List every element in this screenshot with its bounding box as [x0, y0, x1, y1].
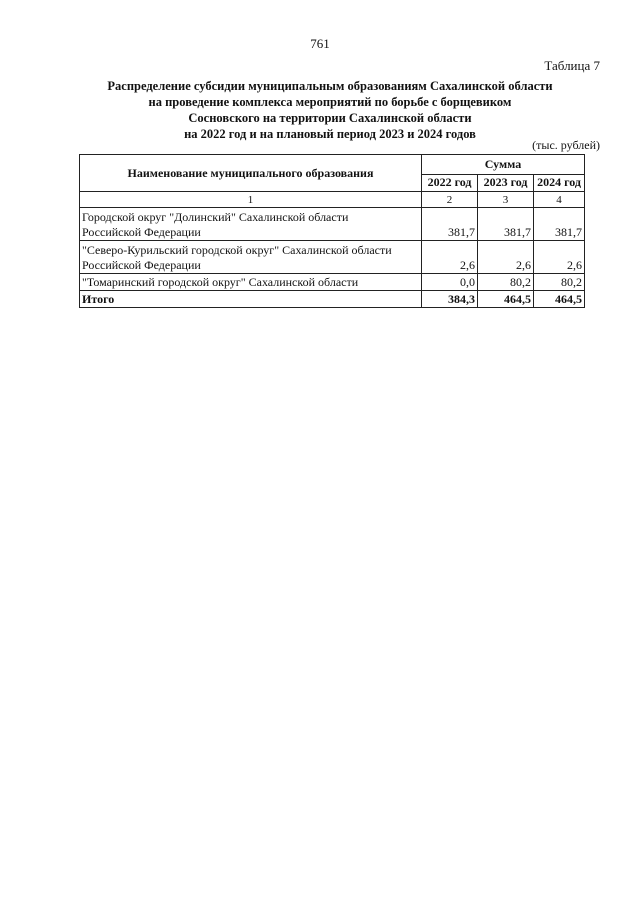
title-line-4: на 2022 год и на плановый период 2023 и 2024 годов: [184, 127, 476, 141]
header-year-2024: 2024 год: [534, 174, 585, 191]
header-year-2023: 2023 год: [478, 174, 534, 191]
value-2024: 2,6: [534, 241, 585, 274]
name-line: Российской Федерации: [82, 225, 201, 239]
value-2024: 80,2: [534, 274, 585, 291]
table-row: [80, 241, 585, 274]
name-line: "Томаринский городской округ" Сахалинской области: [82, 275, 359, 289]
value-2023: 80,2: [478, 274, 534, 291]
header-municipality: Наименование муниципального образования: [80, 155, 422, 192]
municipality-name: [80, 241, 422, 274]
subsidy-table: [79, 154, 585, 308]
table-row: [80, 274, 585, 291]
total-label: Итого: [80, 291, 422, 308]
total-2022: 384,3: [422, 291, 478, 308]
page-number: 761: [310, 36, 330, 51]
municipality-name: [80, 208, 422, 241]
name-line: Российской Федерации: [82, 258, 201, 272]
column-number: 1: [80, 192, 422, 208]
column-number: 3: [478, 192, 534, 208]
total-row: [80, 291, 585, 308]
title-line-1: Распределение субсидии муниципальным образованиям Сахалинской области: [107, 79, 553, 93]
name-line: Городской округ "Долинский" Сахалинской области: [82, 210, 349, 224]
header-sum: Сумма: [422, 155, 585, 175]
name-line: "Северо-Курильский городской округ" Сахалинской области: [82, 243, 392, 257]
value-2022: 0,0: [422, 274, 478, 291]
table-row: [80, 208, 585, 241]
column-number: 2: [422, 192, 478, 208]
column-number-row: [80, 192, 585, 208]
value-2022: 2,6: [422, 241, 478, 274]
municipality-name: [80, 274, 422, 291]
value-2023: 381,7: [478, 208, 534, 241]
value-2023: 2,6: [478, 241, 534, 274]
column-number: 4: [534, 192, 585, 208]
units-note: (тыс. рублей): [532, 138, 600, 152]
total-2024: 464,5: [534, 291, 585, 308]
title-line-3: Сосновского на территории Сахалинской области: [188, 111, 472, 125]
header-year-2022: 2022 год: [422, 174, 478, 191]
total-2023: 464,5: [478, 291, 534, 308]
value-2022: 381,7: [422, 208, 478, 241]
table-label: Таблица 7: [544, 58, 600, 73]
title-line-2: на проведение комплекса мероприятий по борьбе с борщевиком: [148, 95, 512, 109]
document-title: [60, 78, 600, 142]
value-2024: 381,7: [534, 208, 585, 241]
